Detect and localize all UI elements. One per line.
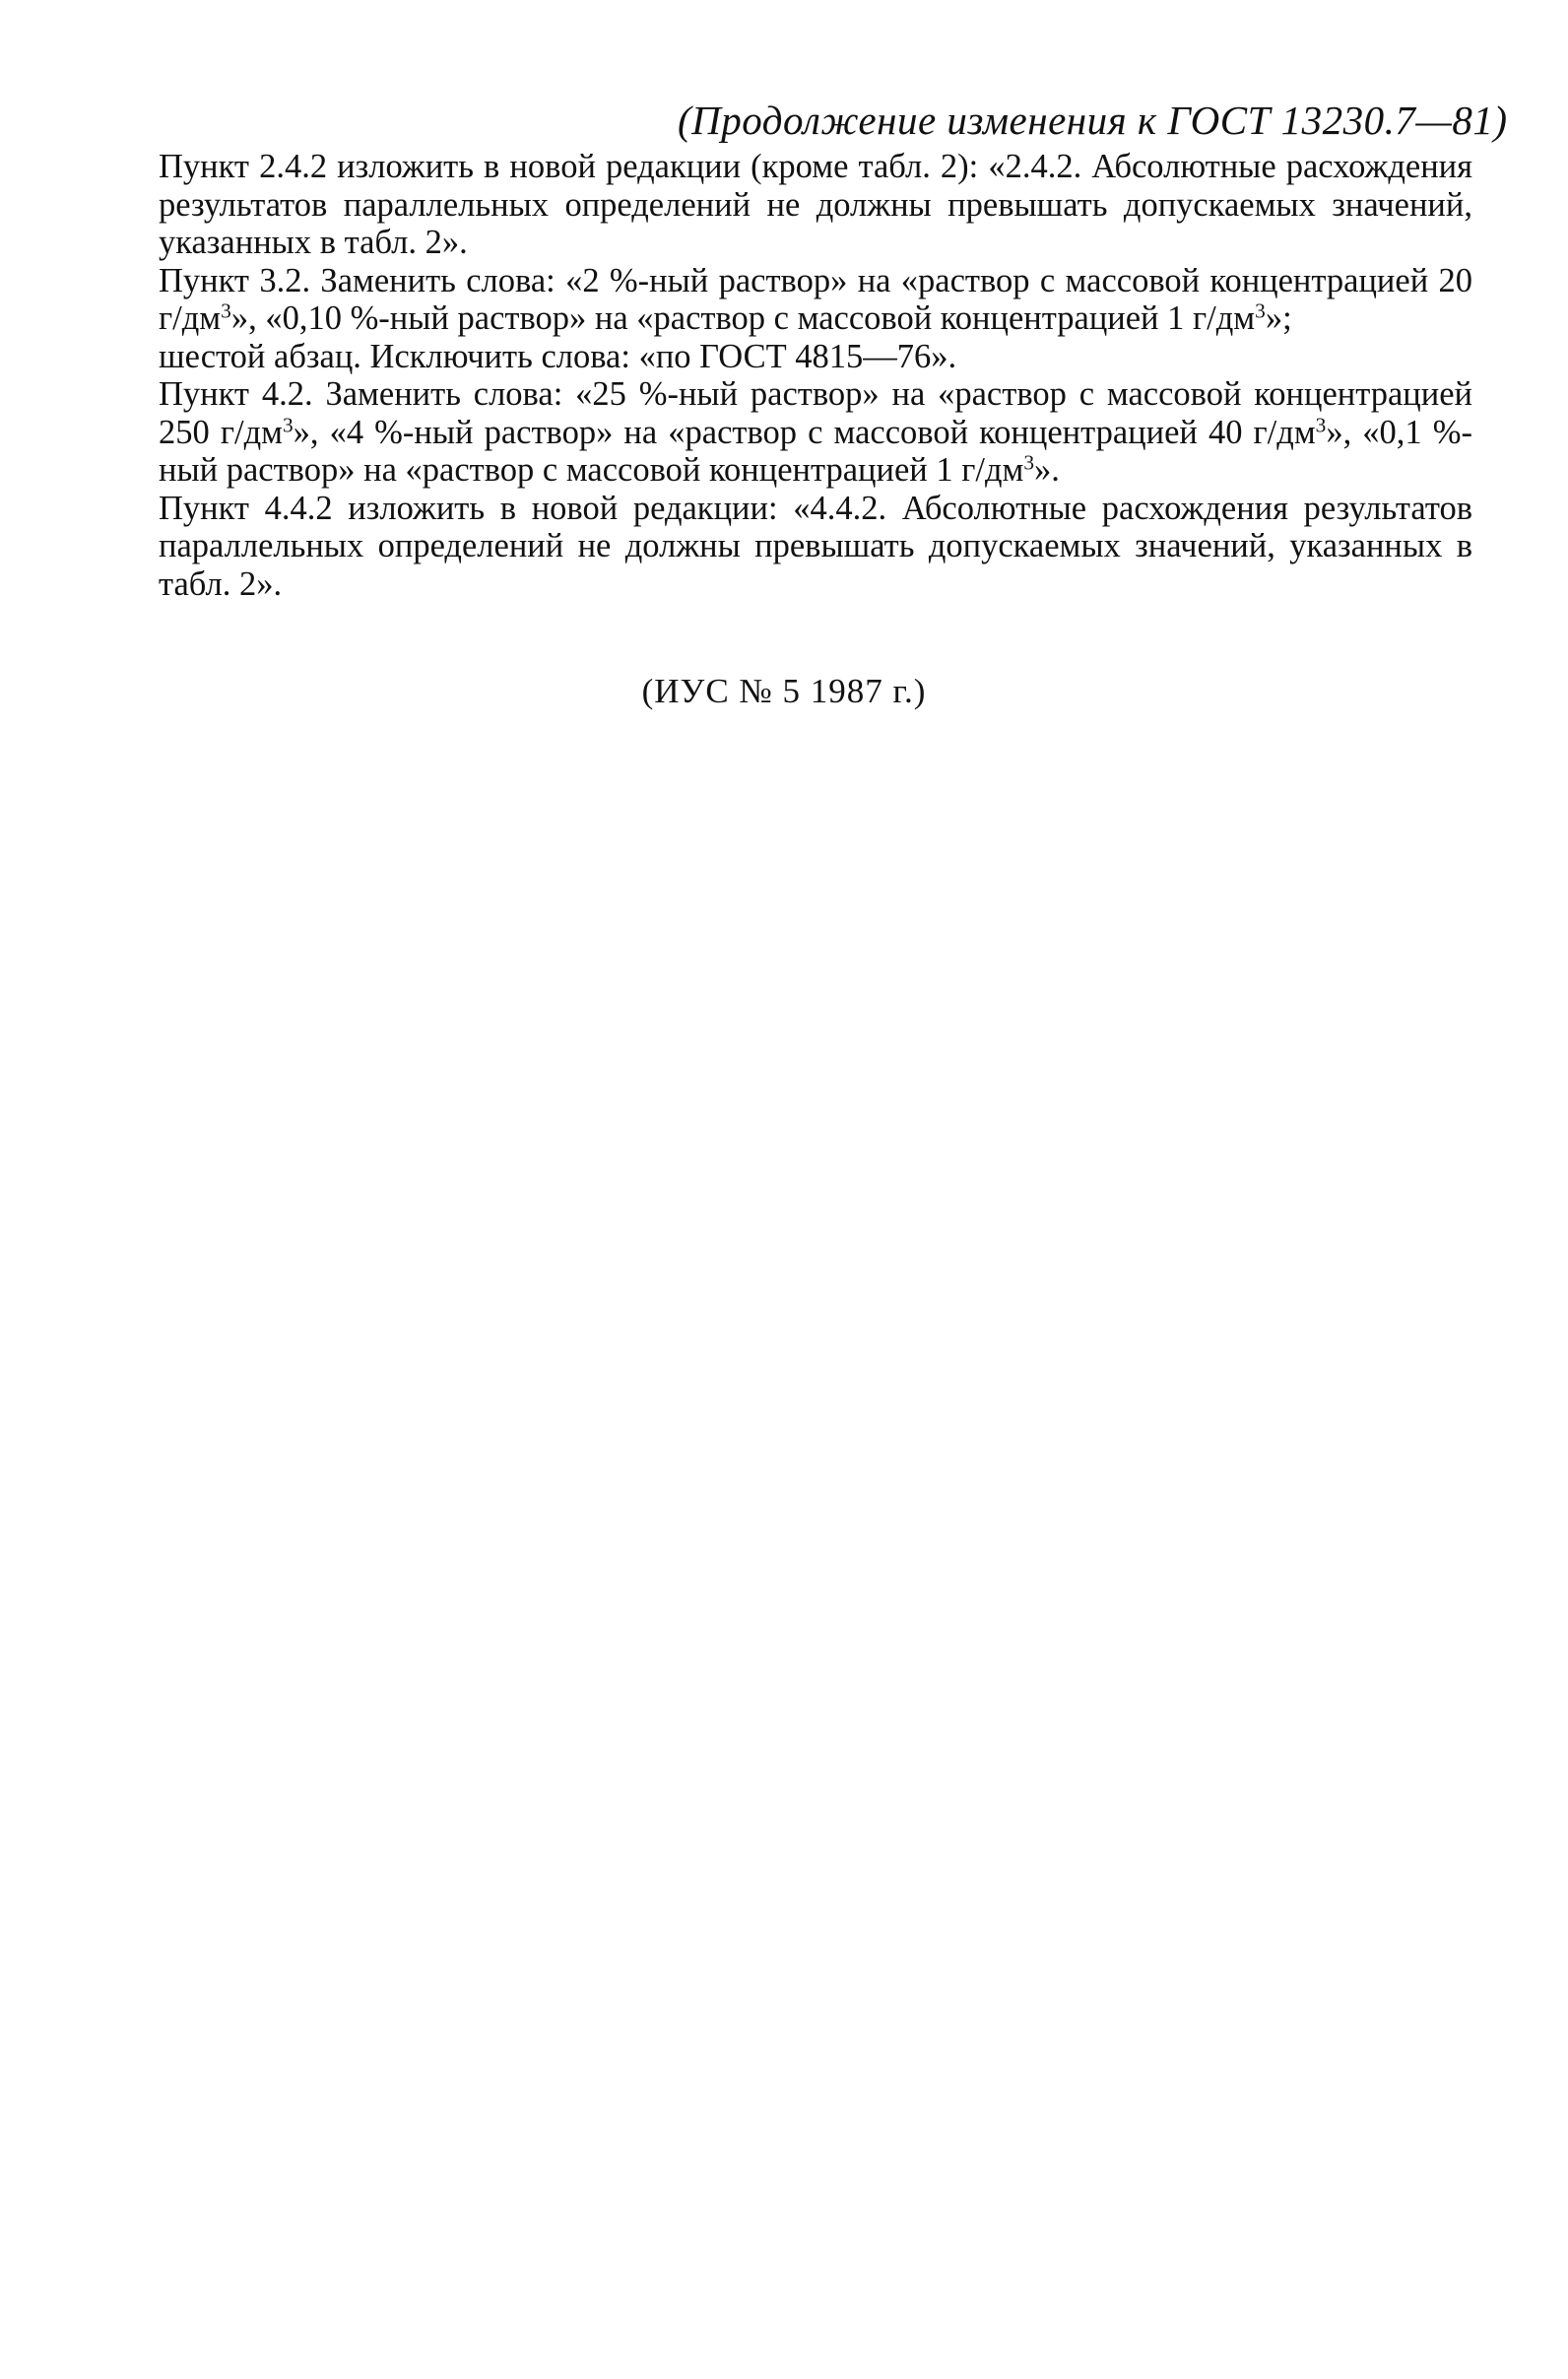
superscript: 3 (282, 412, 294, 436)
paragraph-text: шестой абзац. Исключить слова: «по ГОСТ 4815—76». (159, 337, 957, 375)
paragraph-3-2 (159, 262, 1472, 338)
paragraph-2-4-2 (159, 148, 1472, 262)
paragraph-text-part: », «0,1 %-ный раствор» на «раствор с массовой концентрацией 1 г/дм (159, 413, 1472, 489)
superscript: 3 (221, 298, 231, 323)
paragraph-text: Пункт 2.4.2 изложить в новой редакции (кроме табл. 2): «2.4.2. Абсолютные расхождения результатов параллельных определений не должны превышать допускаемых значений, указанных в табл. 2». (159, 148, 1472, 261)
paragraph-4-2 (159, 375, 1472, 490)
page-header (678, 97, 1525, 144)
paragraph-sixth-abzac (159, 338, 1472, 376)
header-title: (Продолжение изменения к ГОСТ 13230.7—81) (678, 98, 1508, 143)
paragraph-4-4-2 (159, 490, 1472, 604)
paragraph-text: Пункт 4.4.2 изложить в новой редакции: «4.4.2. Абсолютные расхождения результатов параллельных определений не должны превышать допускаемых значений, указанных в табл. 2». (159, 489, 1472, 603)
superscript: 3 (1023, 450, 1035, 475)
paragraph-text-part: », «4 %-ный раствор» на «раствор с массовой концентрацией 40 г/дм (293, 413, 1316, 451)
paragraph-text-part: Пункт 3.2. Заменить слова: «2 %-ный раствор» на «раствор с массовой концентрацией 20 г/дм (159, 261, 1472, 337)
superscript: 3 (1255, 298, 1266, 323)
superscript: 3 (1315, 412, 1327, 436)
paragraph-text-part: ». (1034, 451, 1060, 489)
paragraph-text-part: »; (1265, 299, 1292, 337)
paragraph-text-part: Пункт 4.2. Заменить слова: «25 %-ный раствор» на «раствор с массовой концентрацией 250 г/дм (159, 375, 1472, 451)
source-reference (0, 672, 1568, 711)
document-body (159, 148, 1472, 603)
source-reference-text: (ИУС № 5 1987 г.) (641, 672, 927, 710)
paragraph-text-part: », «0,10 %-ный раствор» на «раствор с массовой концентрацией 1 г/дм (230, 299, 1256, 337)
